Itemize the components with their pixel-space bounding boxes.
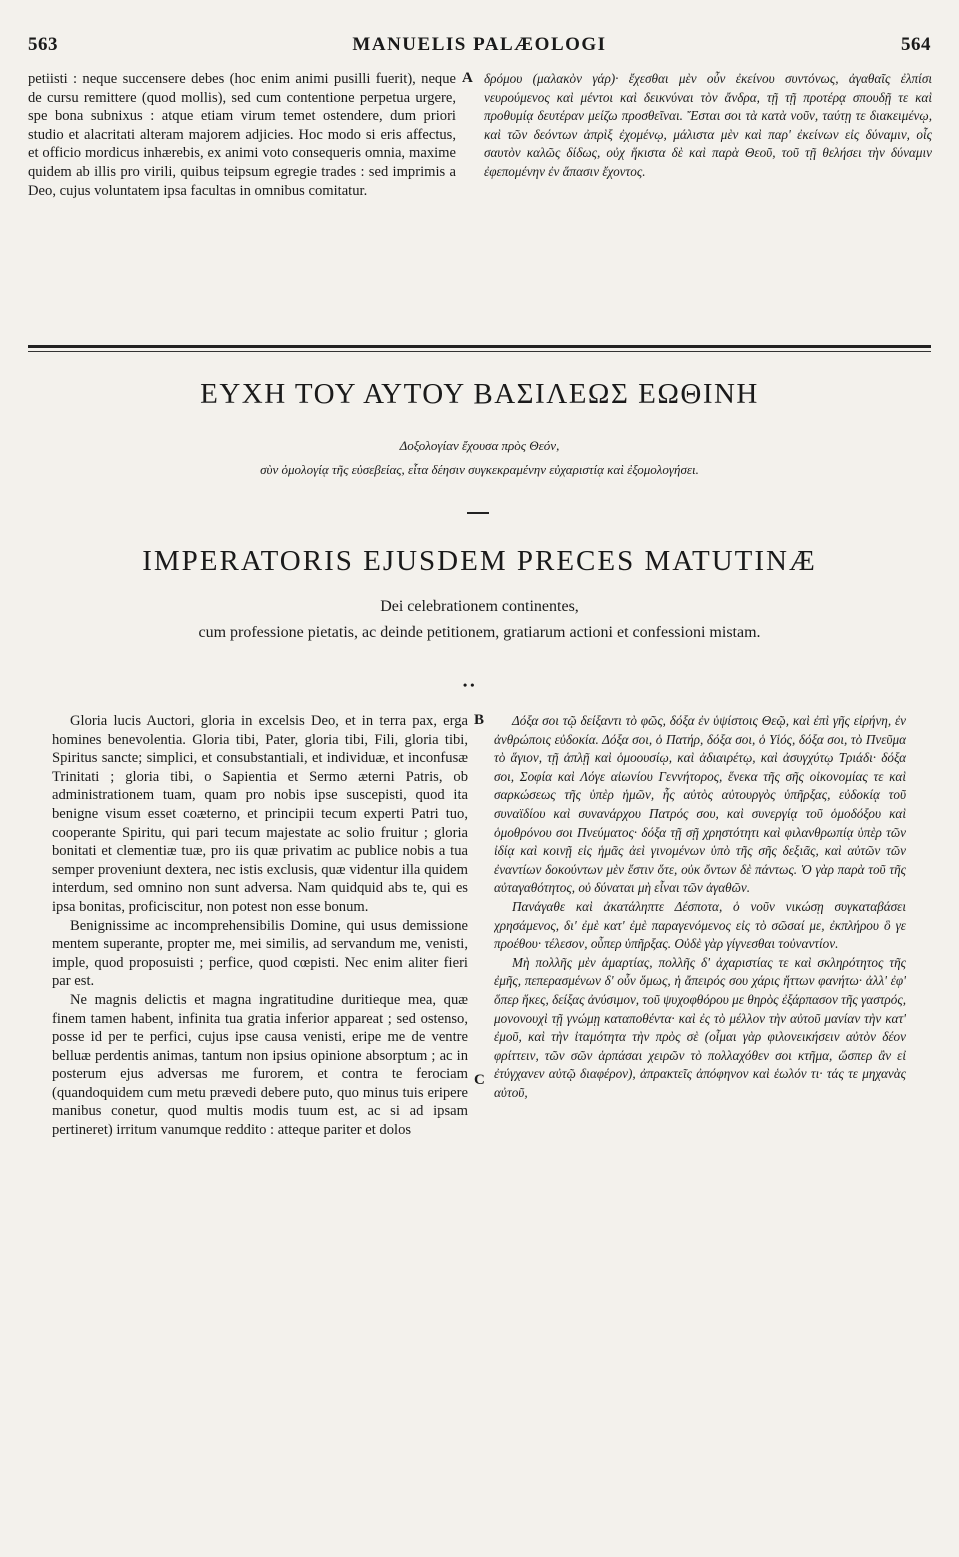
greek-body-column — [494, 712, 906, 1544]
section-marker-b: B — [474, 712, 485, 728]
top-greek-column — [484, 70, 932, 332]
greek-paragraph-1: Δόξα σοι τῷ δείξαντι τὸ φῶς, δόξα ἐν ὑψίστοις Θεῷ, καὶ ἐπὶ γῆς εἰρήνη, ἐν ἀνθρώποις εὐδοκία. Δόξα σοι, ὁ Πατήρ, δόξα σοι, ὁ Υἱός, δόξα σοι, τὸ Πνεῦμα τὸ ἅγιον, τῇ ἁπλῇ καὶ ὁμοουσίῳ, καὶ ἀδιαιρέτῳ, καὶ ἀσυγχύτῳ Τριάδι· δόξα σοι, Σοφία καὶ Λόγε αἰωνίου Γεννήτορος, ἕνεκα τῆς σῆς οἰκονομίας τε καὶ σαρκώσεως τῆς ὑπὲρ ἡμῶν, ἧς αὐτὸς αὐτουργὸς ὑπῆρξας, εὐδοκίᾳ τοῦ συναϊδίου καὶ συνανάρχου Πατρός σου, καὶ συνεργίᾳ τοῦ ὁμοδόξου καὶ ὁμοθρόνου σοι Πνεύματος· δόξα τῇ σῇ χρηστότητι καὶ φιλανθρωπίᾳ ὑπὲρ τῶν ἰδίᾳ καὶ κοινῇ εἰς ἡμᾶς ἀεὶ γινομένων ὑπὸ τῆς σῆς δεξιᾶς, καὶ αὐτῶν τῶν ἐναντίων δοκούντων μὲν ἔστιν ὅτε, οὐκ ὄντων δὲ πάντως. Ὁ γὰρ παρὰ τοῦ τῆς αὐταγαθότητος, οὐ δύναται μὴ εἶναι τῶν ἀγαθῶν. — [494, 713, 906, 896]
greek-title: ΕΥΧΗ ΤΟΥ ΑΥΤΟΥ ΒΑΣΙΛΕΩΣ ΕΩΘΙΝΗ — [200, 378, 759, 410]
top-latin-text: petiisti : neque succensere debes (hoc enim animi pusilli fuerit), neque de cursu remittere (quod mollis), sed cum contentione perpetua urgere, spe bona subnixus : atque etiam virum temet ostendere, dum priori studio et alacritati alteram majorem adjicies. Hoc modo si eris affectus, et officio mordicus inhærebis, ex animi voto consequeris omnia, maxime quidem ab illis pro virili, quibus teipsum egregie trades : sed imprimis a Deo, cujus voluntatem ipsa facultas in omnibus comitatur. — [28, 71, 456, 199]
top-latin-column — [28, 70, 456, 332]
title-divider — [467, 512, 489, 514]
latin-subtitle-1: Dei celebrationem continentes, — [380, 598, 579, 615]
latin-paragraph-1: Gloria lucis Auctori, gloria in excelsis Deo, et in terra pax, erga homines benevolentia. Gloria tibi, Pater, gloria tibi, Fili, gloria tibi, Spiritus sancte; simplici, et consubstantiali, et individuæ, et inconfusæ Trinitati ; gloria tibi, o Sapientia et Sermo æterni Patris, ob administrationem tuam, quam pro nobis ipse suscepisti, quod ita benigne visum esset coæterno, et principii tecum experti Patri tuo, cooperante Spiritu, qui pari tecum majestate ac solio fruitur ; gloria bonitati et clementiæ tuæ, pro iis quæ privatim ac publice nobis a tua semper proveniunt dextera, nec istis exclusis, quæ videntur illa quidem interdum, sed omnino non sunt adversa. Nam quidquid abs te, qui es ipsa bonitas, proficiscitur, non potest non esse bonum. — [52, 713, 468, 915]
section-rule-thick — [28, 345, 931, 348]
latin-title: IMPERATORIS EJUSDEM PRECES MATUTINÆ — [142, 545, 817, 577]
ornament-dots: • • — [463, 678, 475, 692]
section-marker-c: C — [474, 1072, 485, 1088]
latin-paragraph-3: Ne magnis delictis et magna ingratitudine duritieque mea, quæ finem tamen habent, infinita tua gratia inferior appareat ; sed ostenso, posse id per te perfici, cujus ipse causa venisti, eripe me de ventre belluæ perdentis animas, tantum non ipsius opinione absorptum ; ac in posterum ejus adversas me furorem, et contra te ferociam (quandoquidem cum metu prævedi debere puto, quo minus tuis eripere manibus conetur, quod multis modis tuum est, ac si ad ipsam pertineret) irritum vanumque reddito : atteque pariter et dolos — [52, 991, 468, 1139]
greek-paragraph-3: Μὴ πολλῆς μὲν ἁμαρτίας, πολλῆς δ' ἀχαριστίας τε καὶ σκληρότητος τῆς ἐμῆς, πεπερασμένων δ' οὖν ὅμως, ἡ ἄπειρός σου χάρις ἥττων φανήτω· ἀλλ' ἐφ' ὅπερ ἥκες, δείξας ἀνύσιμον, τοῦ ψυχοφθόρου με θηρὸς ἐξάρπασον τῆς γαστρός, μονονουχὶ τῇ γνώμῃ καταποθέντα· καὶ ἐς τὸ μέλλον τὴν αὐτοῦ μανίαν τὴν κατ' ἐμοῦ, καὶ τὴν ἰταμότητα τὴν πρὸς σὲ (οἶμαι γὰρ φιλονεικήσειν αὐτὸν δέον φρίττειν, τῶν σῶν ἁρπάσαι χειρῶν τὸ πολλαχόθεν σοι κτῆμα, ὥσπερ ἂν εἰ ἐτύγχανεν αὐτῷ διαφέρον), ἀπρακτεῖς ἀπόφηνον καὶ ἑωλόν τι· τάς τε μηχανὰς αὐτοῦ, — [494, 954, 906, 1100]
top-greek-text: δρόμου (μαλακὸν γάρ)· ἔχεσθαι μὲν οὖν ἐκείνου συντόνως, ἀγαθαῖς ἐλπίσι νευρούμενος καὶ μέντοι καὶ δεικνύναι τὸν ἄνδρα, τῇ τῇ προτέρᾳ σπουδῇ τε καὶ προθυμίᾳ δευτέραν μείζω προσθεῖναι. Ἔσται σοι τὰ κατὰ νοῦν, ταύτῃ τε διακειμένῳ, καὶ τῶν δεόντων ἀπρὶξ ἐχομένῳ, μάλιστα μὲν καὶ παρ' ἐκείνων εἰς δύναμιν, οἷς σαυτὸν καλῶς δίδως, οὐχ ἥκιστα δὲ καὶ παρὰ Θεοῦ, τοῦ τῇ θελήσει τὴν δύναμιν ἐφεπομένην ἐν ἅπασιν ἔχοντος. — [484, 71, 932, 179]
greek-subtitle-1: Δοξολογίαν ἔχουσα πρὸς Θεόν, — [399, 438, 560, 453]
greek-subtitle-2: σὺν ὁμολογίᾳ τῆς εὐσεβείας, εἶτα δέησιν συγκεκραμένην εὐχαριστίᾳ καὶ ἐξομολογήσει. — [260, 462, 699, 477]
running-header — [28, 34, 931, 60]
section-marker-a: A — [462, 70, 473, 86]
latin-body-column — [52, 712, 468, 1544]
section-rule-thin — [28, 351, 931, 352]
greek-paragraph-2: Πανάγαθε καὶ ἀκατάληπτε Δέσποτα, ὁ νοῦν νικώσῃ συγκαταβάσει χρησάμενος, δι' ἐμὲ κατ' ἐμὲ παραγενόμενος εἰς τὸ σῶσαί με, ἐκπλήρου ὃ γε προέθου· τέλεσον, οὗπερ ὑπῆρξας. Οὐδὲ γὰρ γίγνεσθαι τοὐναντίον. — [494, 898, 906, 952]
page-number-right: 564 — [901, 34, 931, 55]
running-title: MANUELIS PALÆOLOGI — [352, 34, 607, 55]
page-number-left: 563 — [28, 34, 58, 55]
latin-paragraph-2: Benignissime ac incomprehensibilis Domine, qui usus demissione mentem superante, propter me, mei similis, ad servandum me, venisti, imple, quod proposuisti ; perfice, quod cœpisti. Nec enim aliter fieri par est. — [52, 917, 468, 990]
latin-subtitle-2: cum professione pietatis, ac deinde petitionem, gratiarum actioni et confessioni mistam. — [198, 624, 761, 641]
